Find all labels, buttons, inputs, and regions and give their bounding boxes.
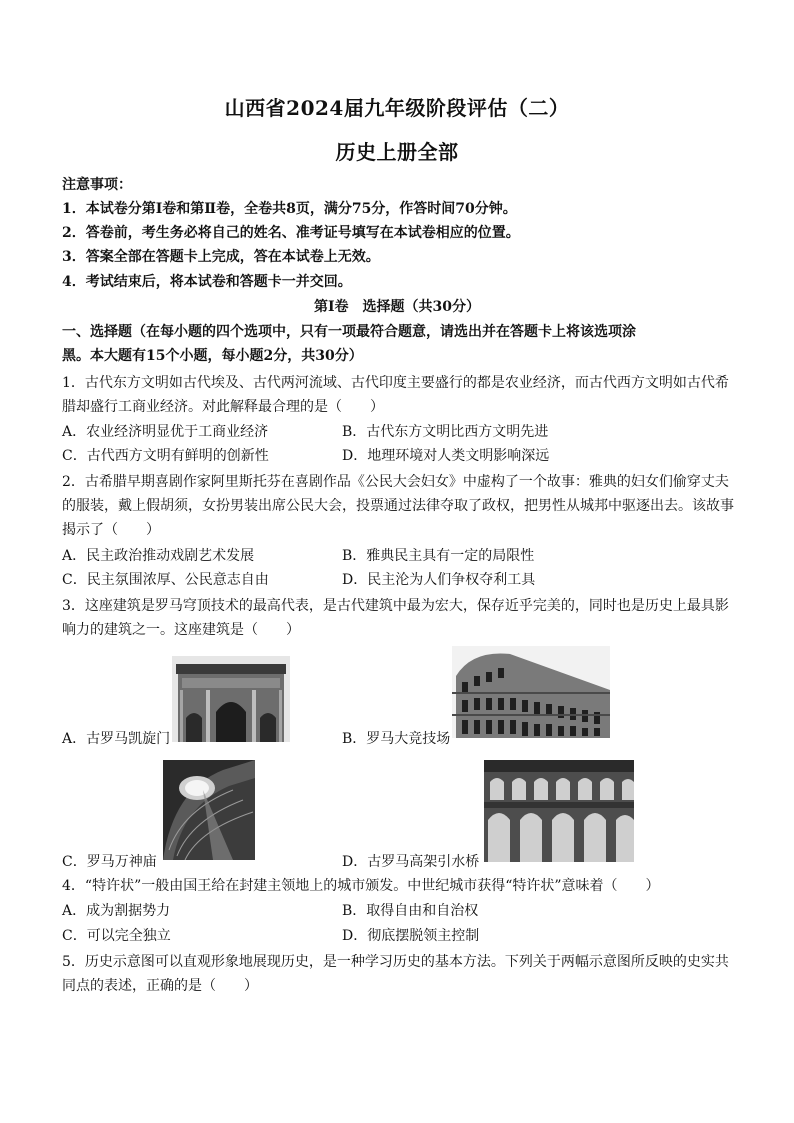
- q2-stem-line-3: 揭示了（ ）: [62, 522, 160, 538]
- q2-option-d: D．民主沦为人们争权夺利工具: [342, 572, 536, 588]
- q1-stem-line-1: 1．古代东方文明如古代埃及、古代两河流域、古代印度主要盛行的都是农业经济，而古代西方文明如古代希: [62, 375, 729, 391]
- q3-stem-line-1: 3．这座建筑是罗马穹顶技术的最高代表，是古代建筑中最为宏大，保存近乎完美的，同时也是历史上最具影: [62, 598, 729, 614]
- section-instruction-line-2: 黑。本大题有15个小题，每小题2分，共30分）: [62, 348, 363, 364]
- q1-option-d: D．地理环境对人类文明影响深远: [342, 448, 550, 464]
- q2-option-c: C．民主氛围浓厚、公民意志自由: [62, 572, 269, 588]
- notice-item-3: 3．答案全部在答题卡上完成，答在本试卷上无效。: [62, 249, 380, 265]
- arch-icon: [172, 656, 290, 742]
- aqueduct-photo: [484, 760, 634, 862]
- pantheon-icon: [163, 760, 255, 860]
- q2-option-b: B．雅典民主具有一定的局限性: [342, 548, 535, 564]
- colosseum-icon: [452, 646, 610, 738]
- exam-subtitle: 历史上册全部: [335, 140, 459, 164]
- q1-stem-line-2: 腊却盛行工商业经济。对此解释最合理的是（ ）: [62, 399, 384, 415]
- colosseum-photo: [452, 646, 610, 738]
- q3-option-a: A．古罗马凯旋门: [62, 731, 171, 747]
- notice-heading: 注意事项：: [62, 177, 132, 193]
- arch-of-triumph-photo: [172, 656, 290, 742]
- q2-stem-line-1: 2．古希腊早期喜剧作家阿里斯托芬在喜剧作品《公民大会妇女》中虚构了一个故事：雅典的妇女们偷穿丈夫: [62, 474, 729, 490]
- q4-option-b: B．取得自由和自治权: [342, 903, 479, 919]
- pantheon-photo: [163, 760, 255, 860]
- q2-stem-line-2: 的服装，戴上假胡须，女扮男装出席公民大会，投票通过法律夺取了政权，把男性从城邦中驱逐出去。该故事: [62, 498, 734, 514]
- q5-stem-line-2: 同点的表述，正确的是（ ）: [62, 978, 258, 994]
- q3-option-b: B．罗马大竞技场: [342, 731, 451, 747]
- q2-option-a: A．民主政治推动戏剧艺术发展: [62, 548, 255, 564]
- q5-stem-line-1: 5．历史示意图可以直观形象地展现历史，是一种学习历史的基本方法。下列关于两幅示意图所反映的史实共: [62, 954, 729, 970]
- q4-option-c: C．可以完全独立: [62, 928, 171, 944]
- q1-option-a: A．农业经济明显优于工商业经济: [62, 424, 269, 440]
- q4-stem: 4．“特许状”一般由国王给在封建主领地上的城市颁发。中世纪城市获得“特许状”意味着（ ）: [62, 878, 660, 894]
- q4-option-d: D．彻底摆脱领主控制: [342, 928, 480, 944]
- exam-title: 山西省2024届九年级阶段评估（二）: [224, 96, 570, 120]
- notice-item-2: 2．答卷前，考生务必将自己的姓名、准考证号填写在本试卷相应的位置。: [62, 225, 520, 241]
- aqueduct-icon: [484, 760, 634, 862]
- q3-option-d: D．古罗马高架引水桥: [342, 854, 480, 870]
- notice-item-4: 4．考试结束后，将本试卷和答题卡一并交回。: [62, 274, 352, 290]
- notice-item-1: 1．本试卷分第Ⅰ卷和第Ⅱ卷，全卷共8页，满分75分，作答时间70分钟。: [62, 201, 517, 217]
- q4-option-a: A．成为割据势力: [62, 903, 171, 919]
- q1-option-c: C．古代西方文明有鲜明的创新性: [62, 448, 269, 464]
- q3-stem-line-2: 响力的建筑之一。这座建筑是（ ）: [62, 622, 300, 638]
- q3-option-c: C．罗马万神庙: [62, 854, 157, 870]
- q1-option-b: B．古代东方文明比西方文明先进: [342, 424, 549, 440]
- section-instruction-line-1: 一、选择题（在每小题的四个选项中，只有一项最符合题意，请选出并在答题卡上将该选项涂: [62, 324, 636, 340]
- section-heading: 第Ⅰ卷 选择题（共30分）: [313, 299, 481, 315]
